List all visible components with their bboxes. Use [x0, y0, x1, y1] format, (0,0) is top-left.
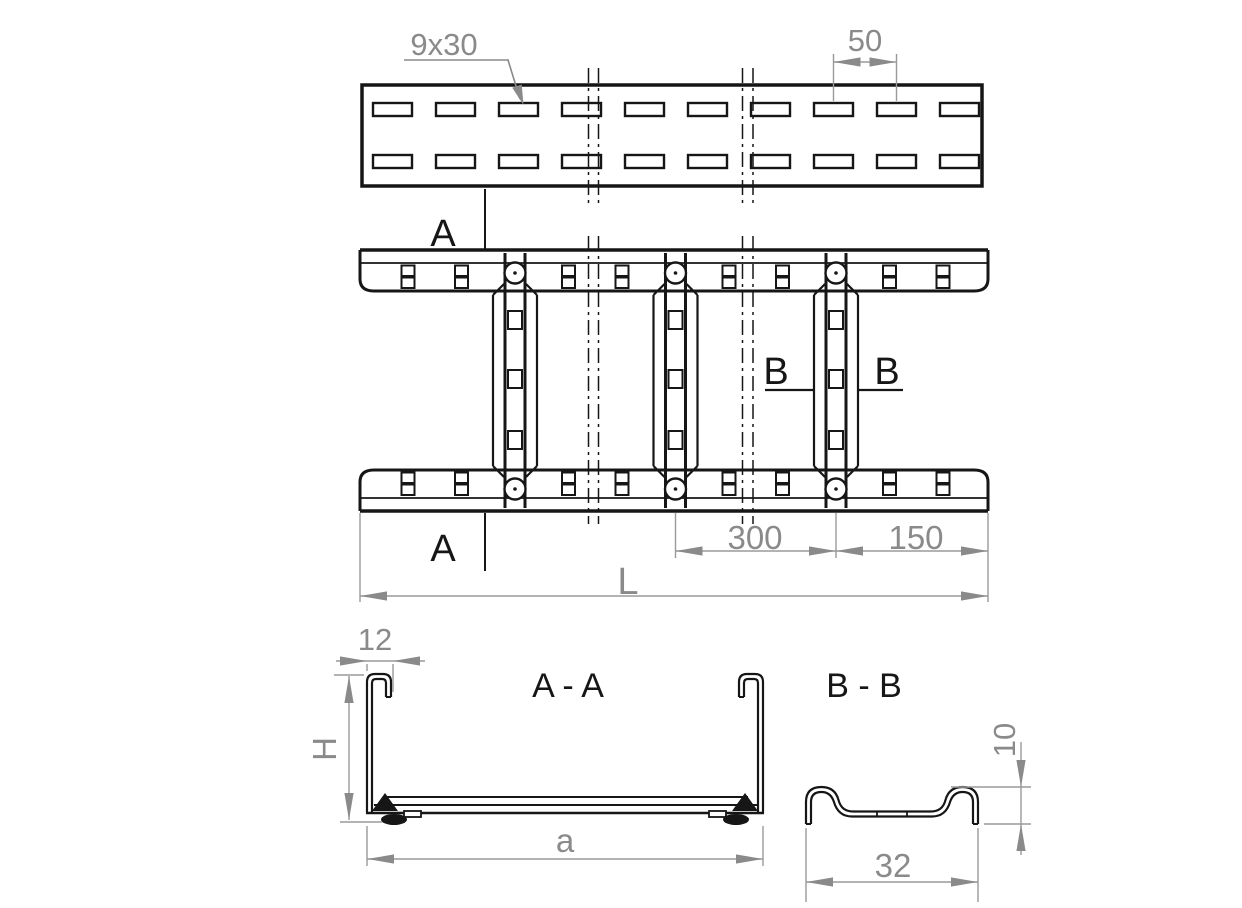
- section-a-label-top: A: [430, 213, 456, 255]
- length-dimension: L: [617, 561, 639, 603]
- section-aa-title: A - A: [532, 667, 604, 705]
- end-spacing-dimension: 150: [888, 519, 944, 556]
- section-b-label-right: B: [874, 351, 900, 393]
- rung-height-dimension: 10: [987, 722, 1022, 758]
- section-bb-title: B - B: [826, 667, 902, 705]
- section-b-b-view: [806, 787, 978, 824]
- section-b-label-left: B: [763, 351, 789, 393]
- dimension-annotations: [334, 54, 1031, 902]
- section-a-label-bottom: A: [430, 528, 456, 570]
- slot-pitch-dimension: 50: [847, 23, 883, 58]
- rung-spacing-dimension: 300: [727, 519, 783, 556]
- slot-size-label: 9x30: [410, 27, 478, 62]
- rail-elevation-view: [362, 68, 982, 206]
- inner-width-dimension: a: [555, 822, 575, 859]
- height-dimension: H: [306, 737, 343, 761]
- flange-width-dimension: 12: [357, 622, 393, 657]
- rung-width-dimension: 32: [874, 847, 912, 884]
